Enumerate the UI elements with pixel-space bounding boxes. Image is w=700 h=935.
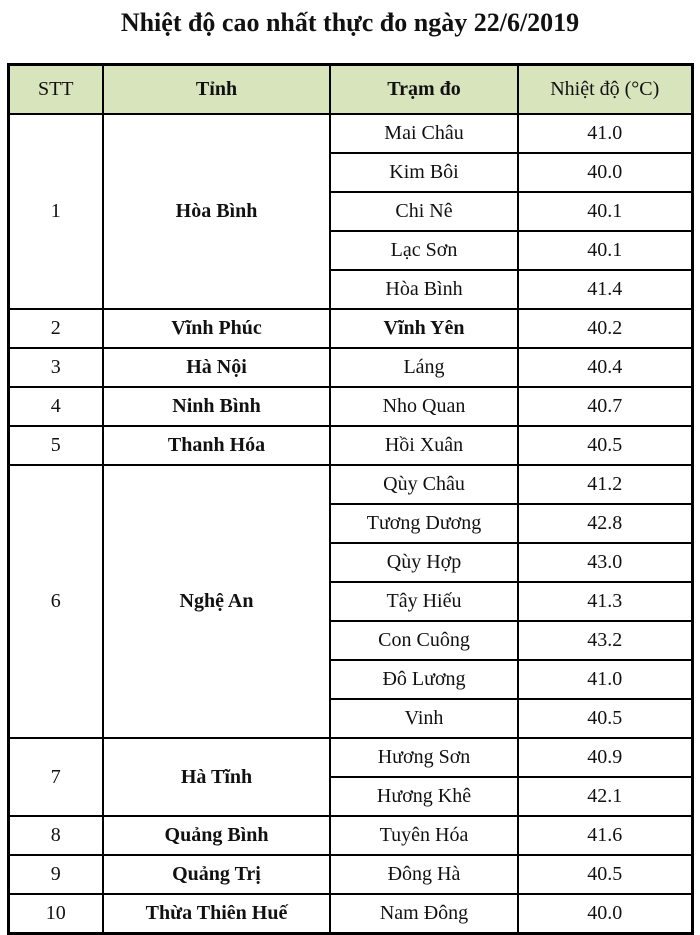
col-header-station: Trạm đo — [330, 65, 518, 115]
station-cell: Vĩnh Yên — [330, 309, 518, 348]
temp-cell: 40.4 — [518, 348, 692, 387]
temp-cell: 41.0 — [518, 660, 692, 699]
province-cell: Thừa Thiên Huế — [103, 894, 330, 934]
table-row — [8, 387, 692, 426]
temp-cell: 43.2 — [518, 621, 692, 660]
temp-cell: 41.2 — [518, 465, 692, 504]
stt-cell: 1 — [8, 114, 103, 309]
province-cell: Hà Tĩnh — [103, 738, 330, 816]
stt-cell: 4 — [8, 387, 103, 426]
temp-cell: 40.0 — [518, 894, 692, 934]
station-cell: Đô Lương — [330, 660, 518, 699]
col-header-temperature: Nhiệt độ (°C) — [518, 65, 692, 115]
temp-cell: 40.5 — [518, 699, 692, 738]
stt-cell: 7 — [8, 738, 103, 816]
station-cell: Lạc Sơn — [330, 231, 518, 270]
province-cell: Quảng Trị — [103, 855, 330, 894]
station-cell: Tuyên Hóa — [330, 816, 518, 855]
temp-cell: 41.4 — [518, 270, 692, 309]
temp-cell: 40.2 — [518, 309, 692, 348]
temp-cell: 40.5 — [518, 426, 692, 465]
station-cell: Kim Bôi — [330, 153, 518, 192]
station-cell: Qùy Châu — [330, 465, 518, 504]
stt-cell: 6 — [8, 465, 103, 738]
temp-cell: 41.6 — [518, 816, 692, 855]
temp-cell: 40.1 — [518, 231, 692, 270]
temp-cell: 40.7 — [518, 387, 692, 426]
page-title: Nhiệt độ cao nhất thực đo ngày 22/6/2019 — [120, 8, 580, 37]
stt-cell: 5 — [8, 426, 103, 465]
table-row — [8, 309, 692, 348]
table-row — [8, 465, 692, 504]
station-cell: Đông Hà — [330, 855, 518, 894]
header-row — [8, 65, 692, 115]
table-row — [8, 816, 692, 855]
temp-cell: 40.5 — [518, 855, 692, 894]
station-cell: Nam Đông — [330, 894, 518, 934]
stt-cell: 10 — [8, 894, 103, 934]
station-cell: Hương Sơn — [330, 738, 518, 777]
station-cell: Láng — [330, 348, 518, 387]
station-cell: Hồi Xuân — [330, 426, 518, 465]
province-cell: Quảng Bình — [103, 816, 330, 855]
temp-cell: 40.9 — [518, 738, 692, 777]
station-cell: Chi Nê — [330, 192, 518, 231]
stt-cell: 2 — [8, 309, 103, 348]
stt-cell: 3 — [8, 348, 103, 387]
station-cell: Hương Khê — [330, 777, 518, 816]
province-cell: Thanh Hóa — [103, 426, 330, 465]
table-row — [8, 114, 692, 153]
province-cell: Hòa Bình — [103, 114, 330, 309]
station-cell: Hòa Bình — [330, 270, 518, 309]
station-cell: Tây Hiếu — [330, 582, 518, 621]
station-cell: Vinh — [330, 699, 518, 738]
table-row — [8, 426, 692, 465]
temp-cell: 40.0 — [518, 153, 692, 192]
temp-cell: 41.3 — [518, 582, 692, 621]
table-row — [8, 738, 692, 777]
stt-cell: 9 — [8, 855, 103, 894]
station-cell: Qùy Hợp — [330, 543, 518, 582]
stt-cell: 8 — [8, 816, 103, 855]
station-cell: Con Cuông — [330, 621, 518, 660]
table-row — [8, 855, 692, 894]
temperature-table — [7, 63, 694, 935]
temp-cell: 41.0 — [518, 114, 692, 153]
temp-cell: 42.8 — [518, 504, 692, 543]
station-cell: Mai Châu — [330, 114, 518, 153]
col-header-stt: STT — [8, 65, 103, 115]
station-cell: Nho Quan — [330, 387, 518, 426]
table-row — [8, 894, 692, 934]
col-header-province: Tỉnh — [103, 65, 330, 115]
temp-cell: 40.1 — [518, 192, 692, 231]
province-cell: Nghệ An — [103, 465, 330, 738]
province-cell: Hà Nội — [103, 348, 330, 387]
temp-cell: 42.1 — [518, 777, 692, 816]
station-cell: Tương Dương — [330, 504, 518, 543]
table-row — [8, 348, 692, 387]
province-cell: Ninh Bình — [103, 387, 330, 426]
province-cell: Vĩnh Phúc — [103, 309, 330, 348]
temp-cell: 43.0 — [518, 543, 692, 582]
